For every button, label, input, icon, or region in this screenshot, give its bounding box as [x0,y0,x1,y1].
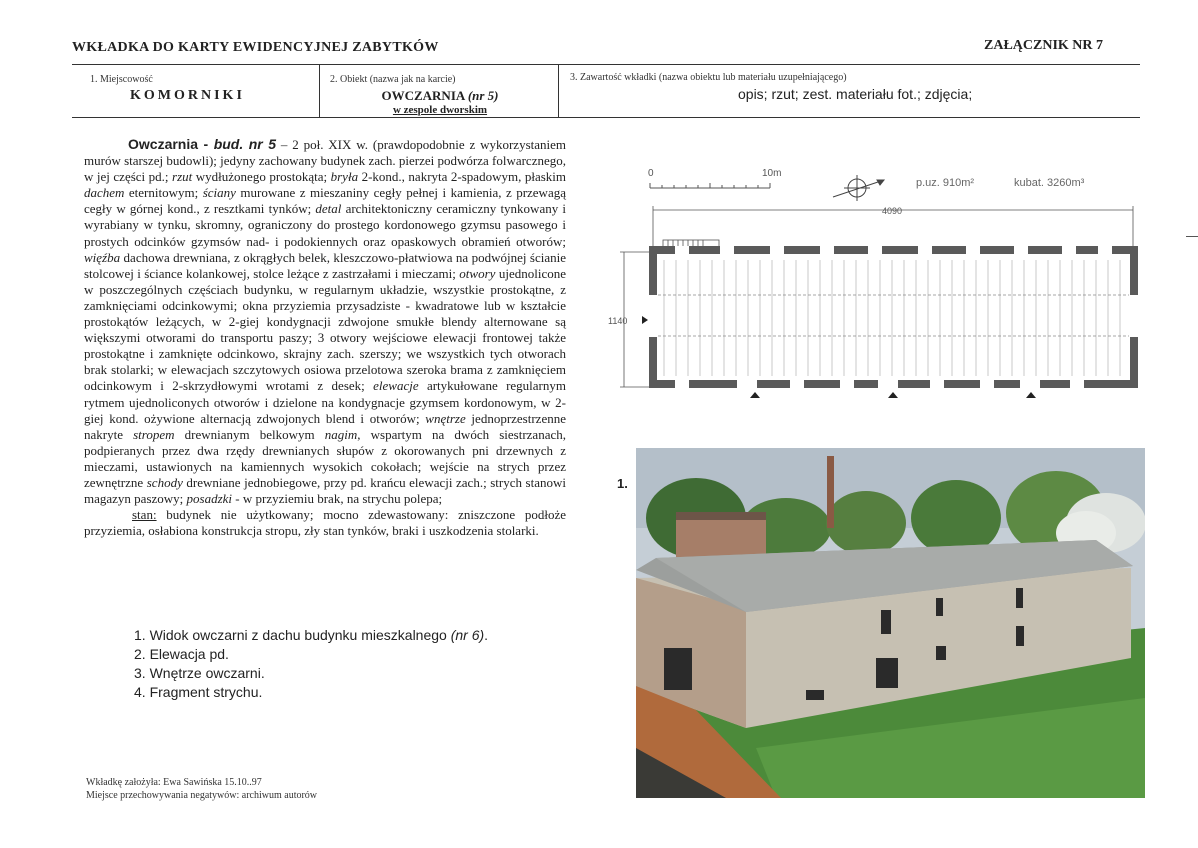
building-walls [653,250,1134,384]
description-text [84,136,566,539]
t-posadzki: - w przyziemiu brak, na strychu polepa; [232,491,443,507]
appendix-number: ZAŁĄCZNIK NR 7 [984,38,1104,53]
t-bryla: 2-kond., nakryta 2-spadowym, płaskim [358,169,567,185]
floor-grid [664,260,1120,376]
photo-sheepfold [636,448,1145,798]
contents-value: opis; rzut; zest. materiału fot.; zdjęcia; [738,86,973,102]
list-item [134,683,488,702]
photo-list-end-1: . [484,627,489,643]
entrance-arrow-icon [750,392,760,398]
kw-bryla: bryła [330,169,359,185]
t-wiezba: dachowa drewniana, z okrągłych belek, kleszczowo-płatwiowa na podwójnej ścianie stolcowej i ściance kolankowej, stolce leżące z zastrzałami i mieczami; [84,249,566,281]
t-sciany: murowane z mieszaniny cegły pełnej i kamienia, z przewagą cegły w górnej kond., z resztkami tynków; [84,185,566,217]
place-value: KOMORNIKI [130,88,245,103]
contents-label: 3. Zawartość wkładki (nazwa obiektu lub materiału uzupełniającego) [570,72,847,83]
field-divider-2 [558,64,559,117]
t-schody: drewniane jednobiegowe, przy pd. krańcu elewacji zach.; strych stanowi magazyn paszowy; [84,474,566,507]
entrance-arrow-icon [1026,392,1036,398]
kw-schody: schody [146,474,183,490]
photo-list-text-1: 1. Widok owczarni z dachu budynku mieszkalnego [134,627,451,643]
header-rule-top [72,64,1140,65]
object-subtitle: w zespole dworskim [392,104,488,116]
entrance-arrows [750,392,1036,398]
description-building-number: bud. nr 5 [213,136,277,152]
footer-author: Wkładkę założyła: Ewa Sawińska 15.10..97 [86,777,262,788]
scale-bar [650,183,770,188]
floor-plan [600,160,1145,405]
kw-stropem: stropem [133,426,175,442]
footer-archive: Miejsce przechowywania negatywów: archiwum autorów [86,790,318,801]
t-stropem: drewnianym belkowym [174,426,325,442]
condition-text: budynek nie użytkowany; mocno zdewastowany: zniszczone podłoże przyziemia, osłabiona konstrukcja stropu, zły stan tynków, braki i uszkodzenia stolarki. [84,507,566,539]
entrance-arrow-icon [888,392,898,398]
north-arrow-icon [833,175,884,201]
list-item [134,664,488,683]
header-rule-bottom [72,117,1140,118]
volume: kubat. 3260m³ [1014,177,1085,189]
condition-label: stan: [132,507,157,523]
kw-elewacje: elewacje [373,378,419,394]
edge-mark [1186,236,1198,237]
entry-arrow-icon [642,316,648,324]
t-dach: eternitowym; [124,185,203,201]
photo-list-text-2: 2. Elewacja pd. [134,646,229,662]
object-value: OWCZARNIA [381,88,465,103]
kw-posadzki: posadzki [186,491,233,507]
width-dim-label: 1140 [608,316,628,326]
list-item [134,645,488,664]
kw-wnetrze: wnętrze [425,410,466,426]
kw-rzut: rzut [172,169,193,185]
list-item [134,626,488,645]
window-openings [675,246,1112,388]
field-divider-1 [319,64,320,117]
t-otwory: ujednolicone w poszczególnych częściach budynku, w regularnym układzie, wszystkie prostokątne, z zamknięciami odcinkowymi; okna przyziemia przysadziste - kwadratowe lub w kształcie prostokątów leżących, w 2-giej kondygnacji zdwojone smukłe blendy alternowane są większymi otworami do transportu paszy; 3 otwory wejściowe elewacji frontowej także prostokątne i zamknięte odcinkowo, skrajny zach. szerszy; we wszystkich tych otworach brak stolarki; w elewacjach szczytowych osiowa przelotowa szeroka brama z zamknięciem odcinkowym i 2-skrzydłowymi wrotami z desek; [84,265,566,394]
photo-list-text-4: 4. Fragment strychu. [134,684,263,700]
kw-sciany: ściany [202,185,236,201]
kw-otwory: otwory [459,265,496,281]
t-elewacje: artykułowane regularnym rytmem ujednoliconych otworów i dzielone na kondygnacje gzymsem kordonowym, w 2-giej kond. ożywione alternacją zdwojonych blend i otworów; [84,378,566,426]
place-label: 1. Miejscowość [90,74,153,85]
page-title: WKŁADKA DO KARTY EWIDENCYJNEJ ZABYTKÓW [72,40,439,55]
photo-list-text-3: 3. Wnętrze owczarni. [134,665,265,681]
description-intro: – 2 poł. XIX w. (prawdopodobnie z wykorzystaniem murów starszej budowli); jedyny zachowany budynek zach. pierzei podwórza folwarcznego, w jej części pd.; [84,137,567,185]
t-detal: architektoniczny ceramiczny tynkowany i wyrabiany w tynku, skromny, ograniczony do prostego kordonowego gzymsu pasowego i prostych odcinków gzymsów nad- i podokiennych oraz opaskowych obramień otworów; [84,201,566,249]
t-rzut: wydłużonego prostokąta; [192,169,331,185]
photo-number: 1. [617,476,628,491]
description-lead: Owczarnia - [128,136,214,152]
kw-wiezba: więźba [84,249,121,265]
object-number: (nr 5) [467,88,499,103]
kw-dach: dachem [84,185,125,201]
t-wnetrze: jednoprzestrzenne nakryte [84,410,566,442]
t-nagim: , wspartym na dwóch siestrzanach, podpieranych przez dwa rzędy drewnianych słupów z okorowanych pni drzewnych z mieczami, ustawionych na kamiennych wysokich cokołach; wejście na strych przez zewnętrzne [84,426,566,490]
photo-list [134,626,488,702]
kw-nagim: nagim [324,426,358,442]
scale-ten: 10m [762,168,782,179]
object-name [330,88,550,104]
kw-detal: detal [315,201,342,217]
gable-openings [649,295,1138,337]
object-label: 2. Obiekt (nazwa jak na karcie) [330,74,456,85]
scale-zero: 0 [648,168,654,179]
photo-list-ref-1: (nr 6) [450,627,485,643]
length-dim-label: 4090 [882,206,903,216]
footer [86,776,317,802]
column-rows [658,295,1129,336]
usable-area: p.uz. 910m² [916,177,975,189]
